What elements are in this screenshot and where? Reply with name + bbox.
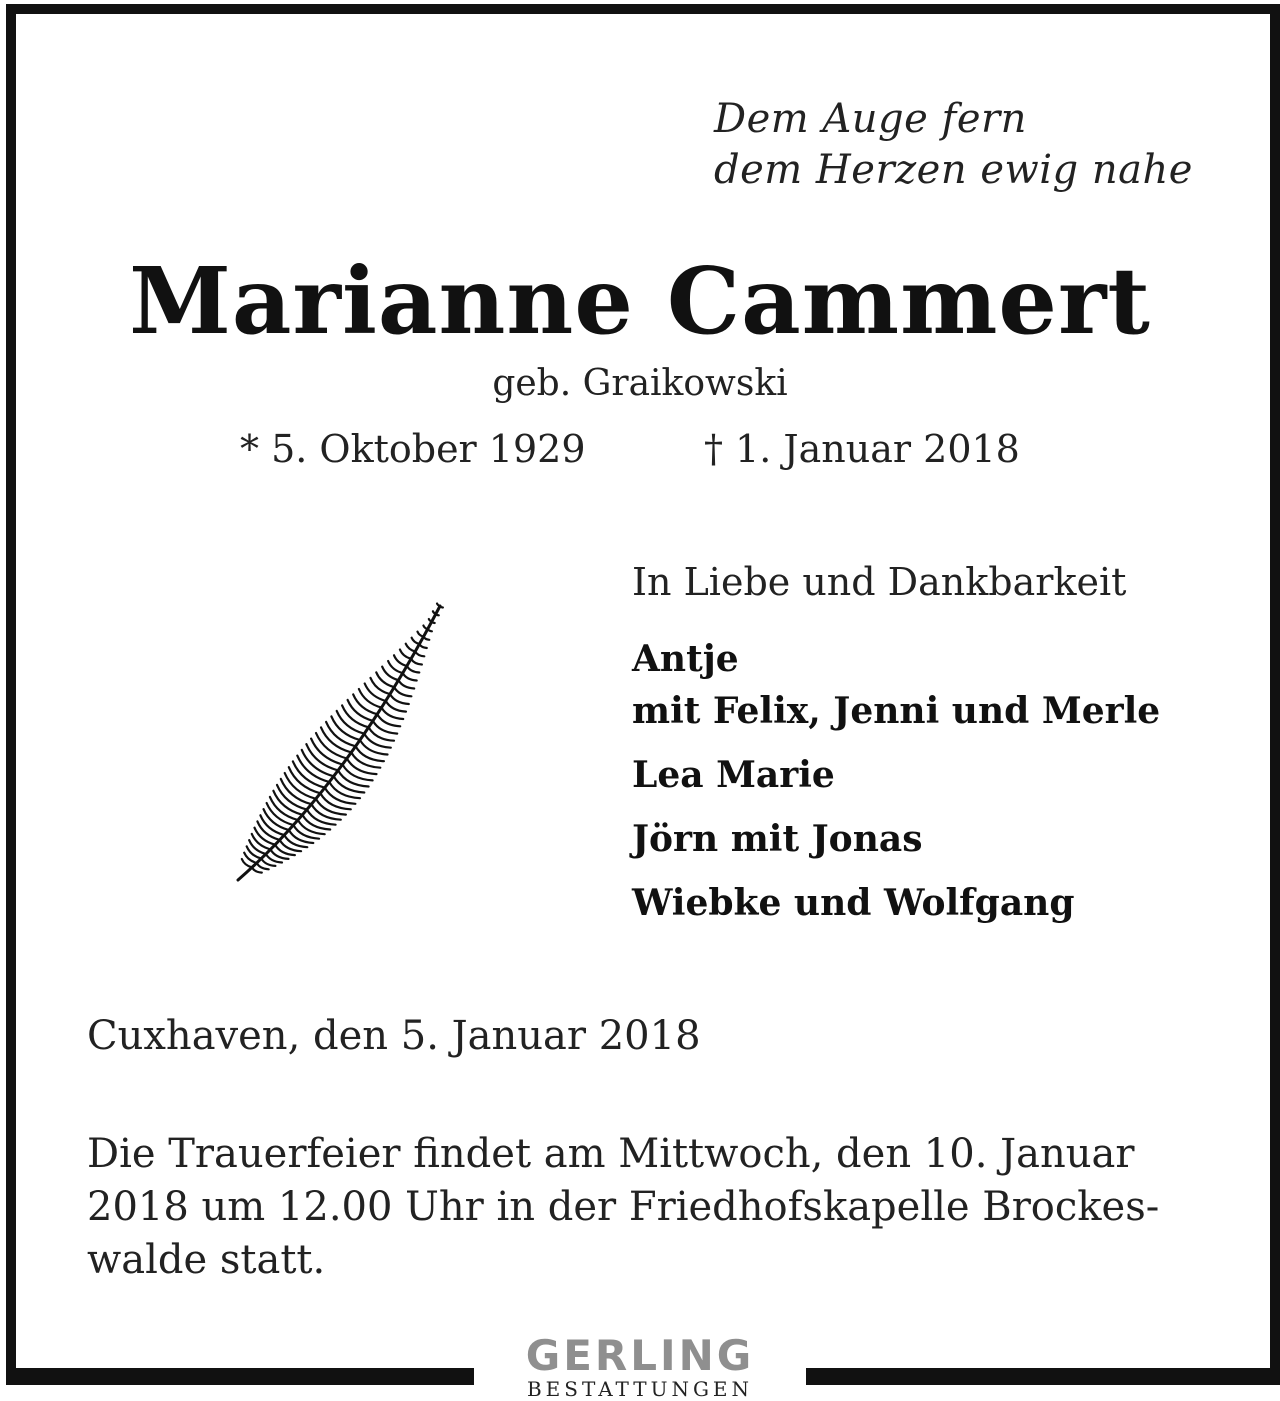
birth-date: * 5. Oktober 1929 — [240, 427, 586, 471]
maiden-name: geb. Graikowski — [492, 363, 788, 404]
funeral-service-notice — [87, 1128, 1159, 1287]
service-line-3: walde statt. — [87, 1237, 326, 1283]
service-line-1: Die Trauerfeier findet am Mittwoch, den 10. Januar — [87, 1131, 1135, 1177]
bottom-rule-right — [806, 1368, 1274, 1385]
mourner-line: mit Felix, Jenni und Merle — [632, 690, 1161, 732]
mourner-line: Antje — [632, 638, 739, 680]
deceased-name: Marianne Cammert — [129, 247, 1151, 355]
service-line-2: 2018 um 12.00 Uhr in der Friedhofskapelle Brockes- — [87, 1184, 1160, 1230]
motto-line-2: dem Herzen ewig nahe — [714, 147, 1193, 193]
mourners-list — [632, 633, 1160, 929]
mourner-line: Wiebke und Wolfgang — [632, 882, 1075, 924]
fern-leaf-icon — [226, 596, 456, 890]
logo-subtitle: BESTATTUNGEN — [526, 1377, 754, 1401]
place-date: Cuxhaven, den 5. Januar 2018 — [87, 1013, 701, 1059]
funeral-home-logo — [490, 1331, 790, 1401]
mourner-line: Lea Marie — [632, 754, 835, 796]
motto-line-1: Dem Auge fern — [714, 96, 1027, 142]
death-date: † 1. Januar 2018 — [704, 427, 1020, 471]
logo-name: GERLING — [525, 1331, 755, 1380]
mourner-line: Jörn mit Jonas — [632, 818, 923, 860]
thanks-line: In Liebe und Dankbarkeit — [632, 560, 1127, 604]
motto — [714, 94, 1193, 196]
bottom-rule-left — [6, 1368, 474, 1385]
